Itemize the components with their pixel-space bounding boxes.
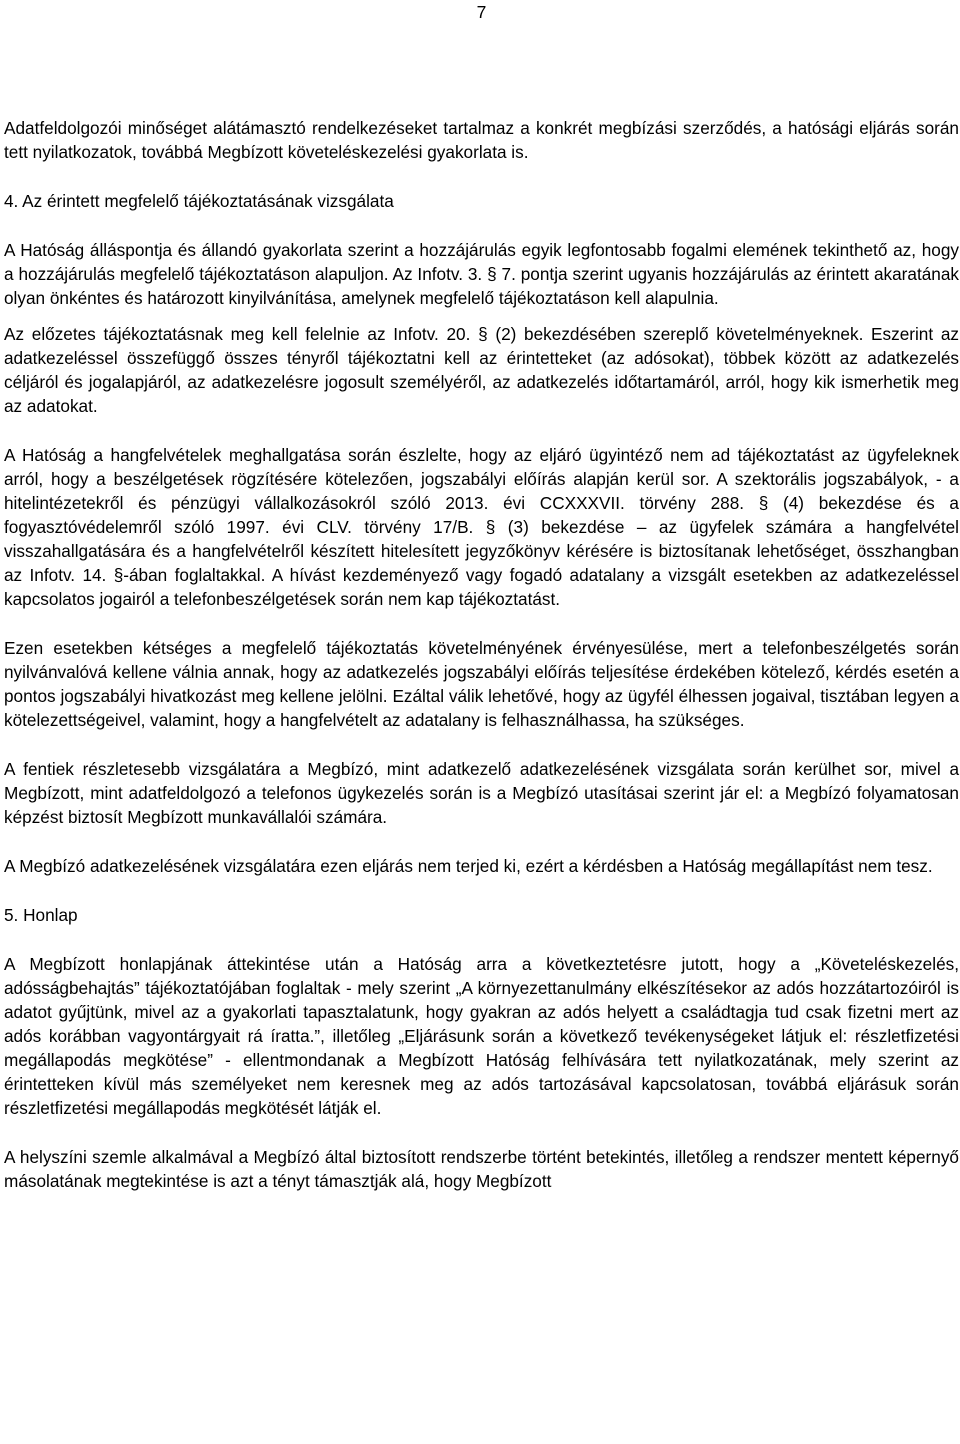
page-number: 7: [476, 2, 487, 22]
document-page: [4, 0, 959, 1444]
paragraph: Adatfeldolgozói minőséget alátámasztó rendelkezéseket tartalmaz a konkrét megbízási szerződés, a hatósági eljárás során tett nyilatkozatok, továbbá Megbízott követeléskezelési gyakorlata is.: [4, 118, 959, 162]
section-heading: 4. Az érintett megfelelő tájékoztatásának vizsgálata: [4, 191, 394, 211]
paragraph: A Megbízó adatkezelésének vizsgálatára ezen eljárás nem terjed ki, ezért a kérdésben a Hatóság megállapítást nem tesz.: [4, 856, 933, 876]
paragraph: A helyszíni szemle alkalmával a Megbízó által biztosított rendszerbe történt betekintés, illetőleg a rendszer mentett képernyő másolatának megtekintése is azt a tényt támasztják alá, hogy Megbízott: [4, 1147, 959, 1191]
paragraph: A Hatóság a hangfelvételek meghallgatása során észlelte, hogy az eljáró ügyintéző nem ad tájékoztatást az ügyfeleknek arról, hogy a beszélgetések rögzítésére kötelezően, jogszabályi előírás alapján kerül sor. A szektorális jogszabályok, - a hitelintézetekről és pénzügyi vállalkozásokról szóló 2013. évi CCXXXVII. törvény 288. § (4) bekezdése és a fogyasztóvédelemről szóló 1997. évi CLV. törvény 17/B. § (3) bekezdése – az ügyfelek számára a hangfelvétel visszahallgatására és a hangfelvételről készített hitelesített jegyzőkönyv kérésére is biztosítanak lehetőséget, összhangban az Infotv. 14. §-ában foglaltakkal. A hívást kezdeményező vagy fogadó adatalany a vizsgált esetekben az adatkezeléssel kapcsolatos jogairól a telefonbeszélgetések során nem kap tájékoztatást.: [4, 445, 959, 609]
section-heading: 5. Honlap: [4, 905, 78, 925]
paragraph: Ezen esetekben kétséges a megfelelő tájékoztatás követelményének érvényesülése, mert a telefonbeszélgetés során nyilvánvalóvá kellene válnia annak, hogy az adatkezelés jogszabályi előírás teljesítése érdekében kötelező, kérdés esetén a pontos jogszabályi hivatkozást meg kellene jelölni. Ezáltal válik lehetővé, hogy az ügyfél élhessen jogaival, tisztában legyen a kötelezettségeivel, valamint, hogy a hangfelvételt az adatalany is felhasználhassa, ha szükséges.: [4, 638, 959, 730]
paragraph: A fentiek részletesebb vizsgálatára a Megbízó, mint adatkezelő adatkezelésének vizsgálata során kerülhet sor, mivel a Megbízott, mint adatfeldolgozó a telefonos ügykezelés során is a Megbízó utasításai szerint jár el: a Megbízó folyamatosan képzést biztosít Megbízott munkavállalói számára.: [4, 759, 959, 827]
document-body: [4, 116, 959, 1218]
paragraph: A Megbízott honlapjának áttekintése után a Hatóság arra a következtetésre jutott, hogy a „Követeléskezelés, adósságbehajtás” tájékoztatójában foglaltak - mely szerint „A környezettanulmány elkészítésekor az adós hozzátartozóiról is adatot gyűjtünk, mivel az a gyakorlati tapasztalatunk, hogy gyakran az adós helyett a családtagja tud csak fizetni mert az adós korábban vagyontárgyait rá íratta.”, illetőleg „Eljárásunk során a következő tevékenységeket látjuk el: részletfizetési megállapodás megkötése” - ellentmondanak a Megbízott Hatóság felhívására tett nyilatkozatának, mely szerint az érintetteken kívül más személyeket nem keresnek meg az adós tartozásával kapcsolatosan, továbbá eljárásuk során részletfizetési megállapodás megkötését látják el.: [4, 954, 959, 1118]
paragraph: A Hatóság álláspontja és állandó gyakorlata szerint a hozzájárulás egyik legfontosabb fogalmi elemének tekinthető az, hogy a hozzájárulás megfelelő tájékoztatáson alapuljon. Az Infotv. 3. § 7. pontja szerint ugyanis hozzájárulás az érintett akaratának olyan önkéntes és határozott kinyilvánítása, amelynek megfelelő tájékoztatáson kell alapulnia.: [4, 240, 959, 308]
paragraph: Az előzetes tájékoztatásnak meg kell felelnie az Infotv. 20. § (2) bekezdésében szereplő követelményeknek. Eszerint az adatkezeléssel összefüggő összes tényről tájékoztatni kell az érintetteket (az adósokat), többek között az adatkezelés céljáról és jogalapjáról, az adatkezelésre jogosult személyéről, az adatkezelés időtartamáról, arról, hogy kik ismerhetik meg az adatokat.: [4, 324, 959, 416]
